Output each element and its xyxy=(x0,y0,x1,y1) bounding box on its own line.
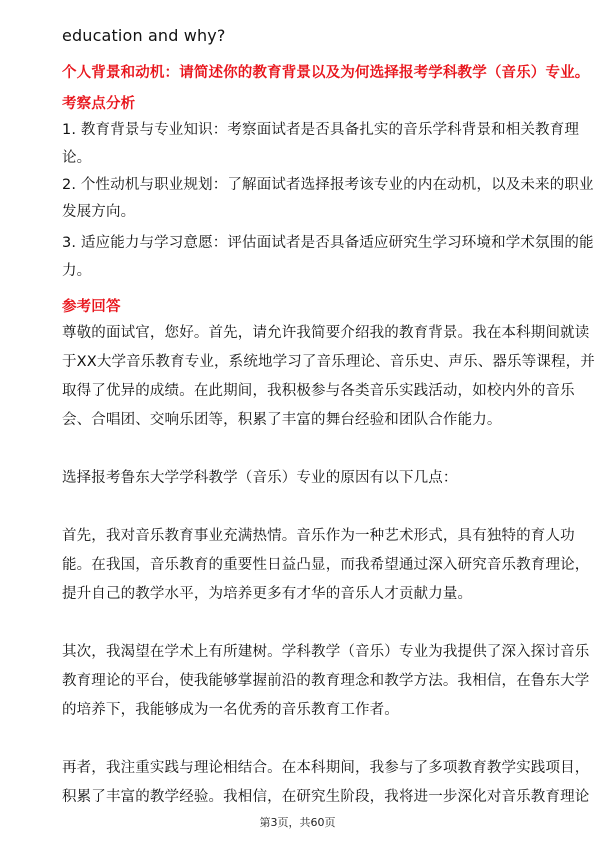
answer-line: 会、合唱团、交响乐团等，积累了丰富的舞台经验和团队合作能力。 xyxy=(62,412,502,428)
answer-line: 再者，我注重实践与理论相结合。在本科期间，我参与了多项教育教学实践项目， xyxy=(62,760,590,776)
answer-line: 提升自己的教学水平，为培养更多有才华的音乐人才贡献力量。 xyxy=(62,586,473,602)
question-cn: 个人背景和动机：请简述你的教育背景以及为何选择报考学科教学（音乐）专业。 xyxy=(62,65,590,81)
analysis-line: 1. 教育背景与专业知识：考察面试者是否具备扎实的音乐学科背景和相关教育理 xyxy=(62,122,579,138)
answer-line: 取得了优异的成绩。在此期间，我积极参与各类音乐实践活动，如校内外的音乐 xyxy=(62,383,575,399)
answer-line: 的培养下，我能够成为一名优秀的音乐教育工作者。 xyxy=(62,702,399,718)
analysis-heading: 考察点分析 xyxy=(62,96,136,112)
analysis-line: 发展方向。 xyxy=(62,204,136,220)
analysis-line: 力。 xyxy=(62,263,92,279)
answer-line: 能。在我国，音乐教育的重要性日益凸显，而我希望通过深入研究音乐教育理论， xyxy=(62,557,590,573)
answer-line: 其次，我渴望在学术上有所建树。学科教学（音乐）专业为我提供了深入探讨音乐 xyxy=(62,644,590,660)
analysis-line: 3. 适应能力与学习意愿：评估面试者是否具备适应研究生学习环境和学术氛围的能 xyxy=(62,235,594,251)
page-number: 第3页，共60页 xyxy=(259,816,336,829)
analysis-line: 论。 xyxy=(62,150,92,166)
answer-line: 首先，我对音乐教育事业充满热情。音乐作为一种艺术形式，具有独特的育人功 xyxy=(62,528,575,544)
answer-line: 积累了丰富的教学经验。我相信，在研究生阶段，我将进一步深化对音乐教育理论 xyxy=(62,789,590,805)
question-tail: education and why? xyxy=(62,26,226,45)
answer-line: 选择报考鲁东大学学科教学（音乐）专业的原因有以下几点： xyxy=(62,470,458,486)
answer-line: 于XX大学音乐教育专业，系统地学习了音乐理论、音乐史、声乐、器乐等课程，并 xyxy=(62,354,595,370)
answer-line: 尊敬的面试官，您好。首先，请允许我简要介绍我的教育背景。我在本科期间就读 xyxy=(62,325,590,341)
analysis-line: 2. 个性动机与职业规划：了解面试者选择报考该专业的内在动机，以及未来的职业 xyxy=(62,177,594,193)
answer-heading: 参考回答 xyxy=(62,299,121,315)
answer-line: 教育理论的平台，使我能够掌握前沿的教育理念和教学方法。我相信，在鲁东大学 xyxy=(62,673,590,689)
